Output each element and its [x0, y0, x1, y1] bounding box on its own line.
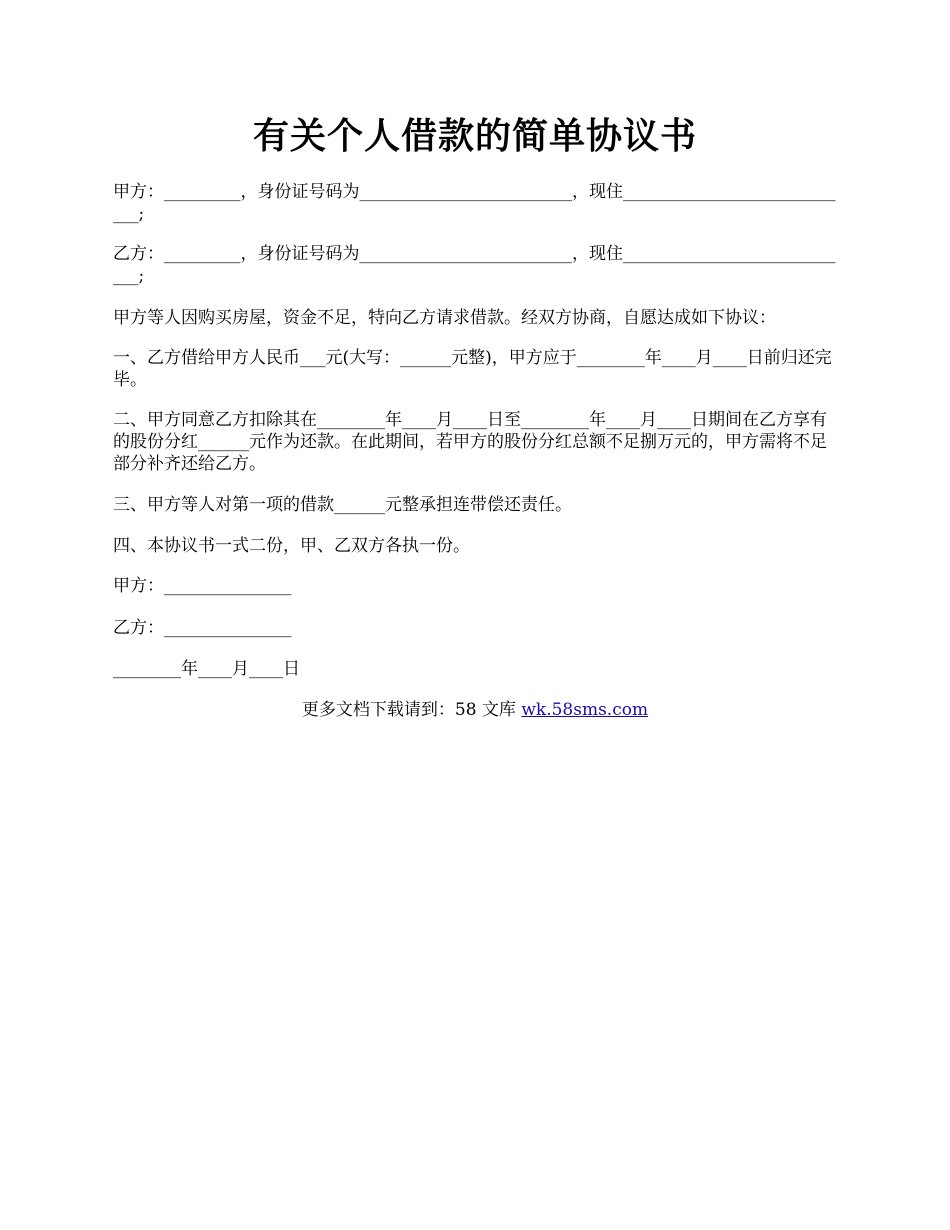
footer-link[interactable]: wk.58sms.com — [521, 700, 649, 720]
signature-date: ________年____月____日 — [113, 659, 300, 679]
party-b-line: 乙方：_________，身份证号码为_________________________，现住____________________________; — [113, 244, 836, 286]
signature-party-a: 甲方：_______________ — [113, 576, 292, 596]
document-title: 有关个人借款的简单协议书 — [252, 115, 697, 157]
clause-3: 三、甲方等人对第一项的借款______元整承担连带偿还责任。 — [113, 495, 572, 515]
signature-party-b: 乙方：_______________ — [113, 618, 292, 638]
intro-paragraph: 甲方等人因购买房屋，资金不足，特向乙方请求借款。经双方协商，自愿达成如下协议： — [113, 308, 776, 328]
clause-4: 四、本协议书一式二份，甲、乙双方各执一份。 — [113, 536, 470, 556]
clause-1: 一、乙方借给甲方人民币___元(大写：______元整)，甲方应于________年____月____日前归还完毕。 — [113, 348, 832, 390]
clause-2: 二、甲方同意乙方扣除其在________年____月____日至________年____月____日期间在乙方享有的股份分红______元作为还款。在此期间，若甲方的股份分红总额不足捌万元的，甲方需将不足部分补齐还给乙方。 — [113, 410, 827, 474]
footer — [0, 698, 950, 722]
footer-prefix: 更多文档下载请到：58 文库 — [301, 700, 522, 720]
party-a-line: 甲方：_________，身份证号码为_________________________，现住____________________________; — [113, 182, 836, 224]
